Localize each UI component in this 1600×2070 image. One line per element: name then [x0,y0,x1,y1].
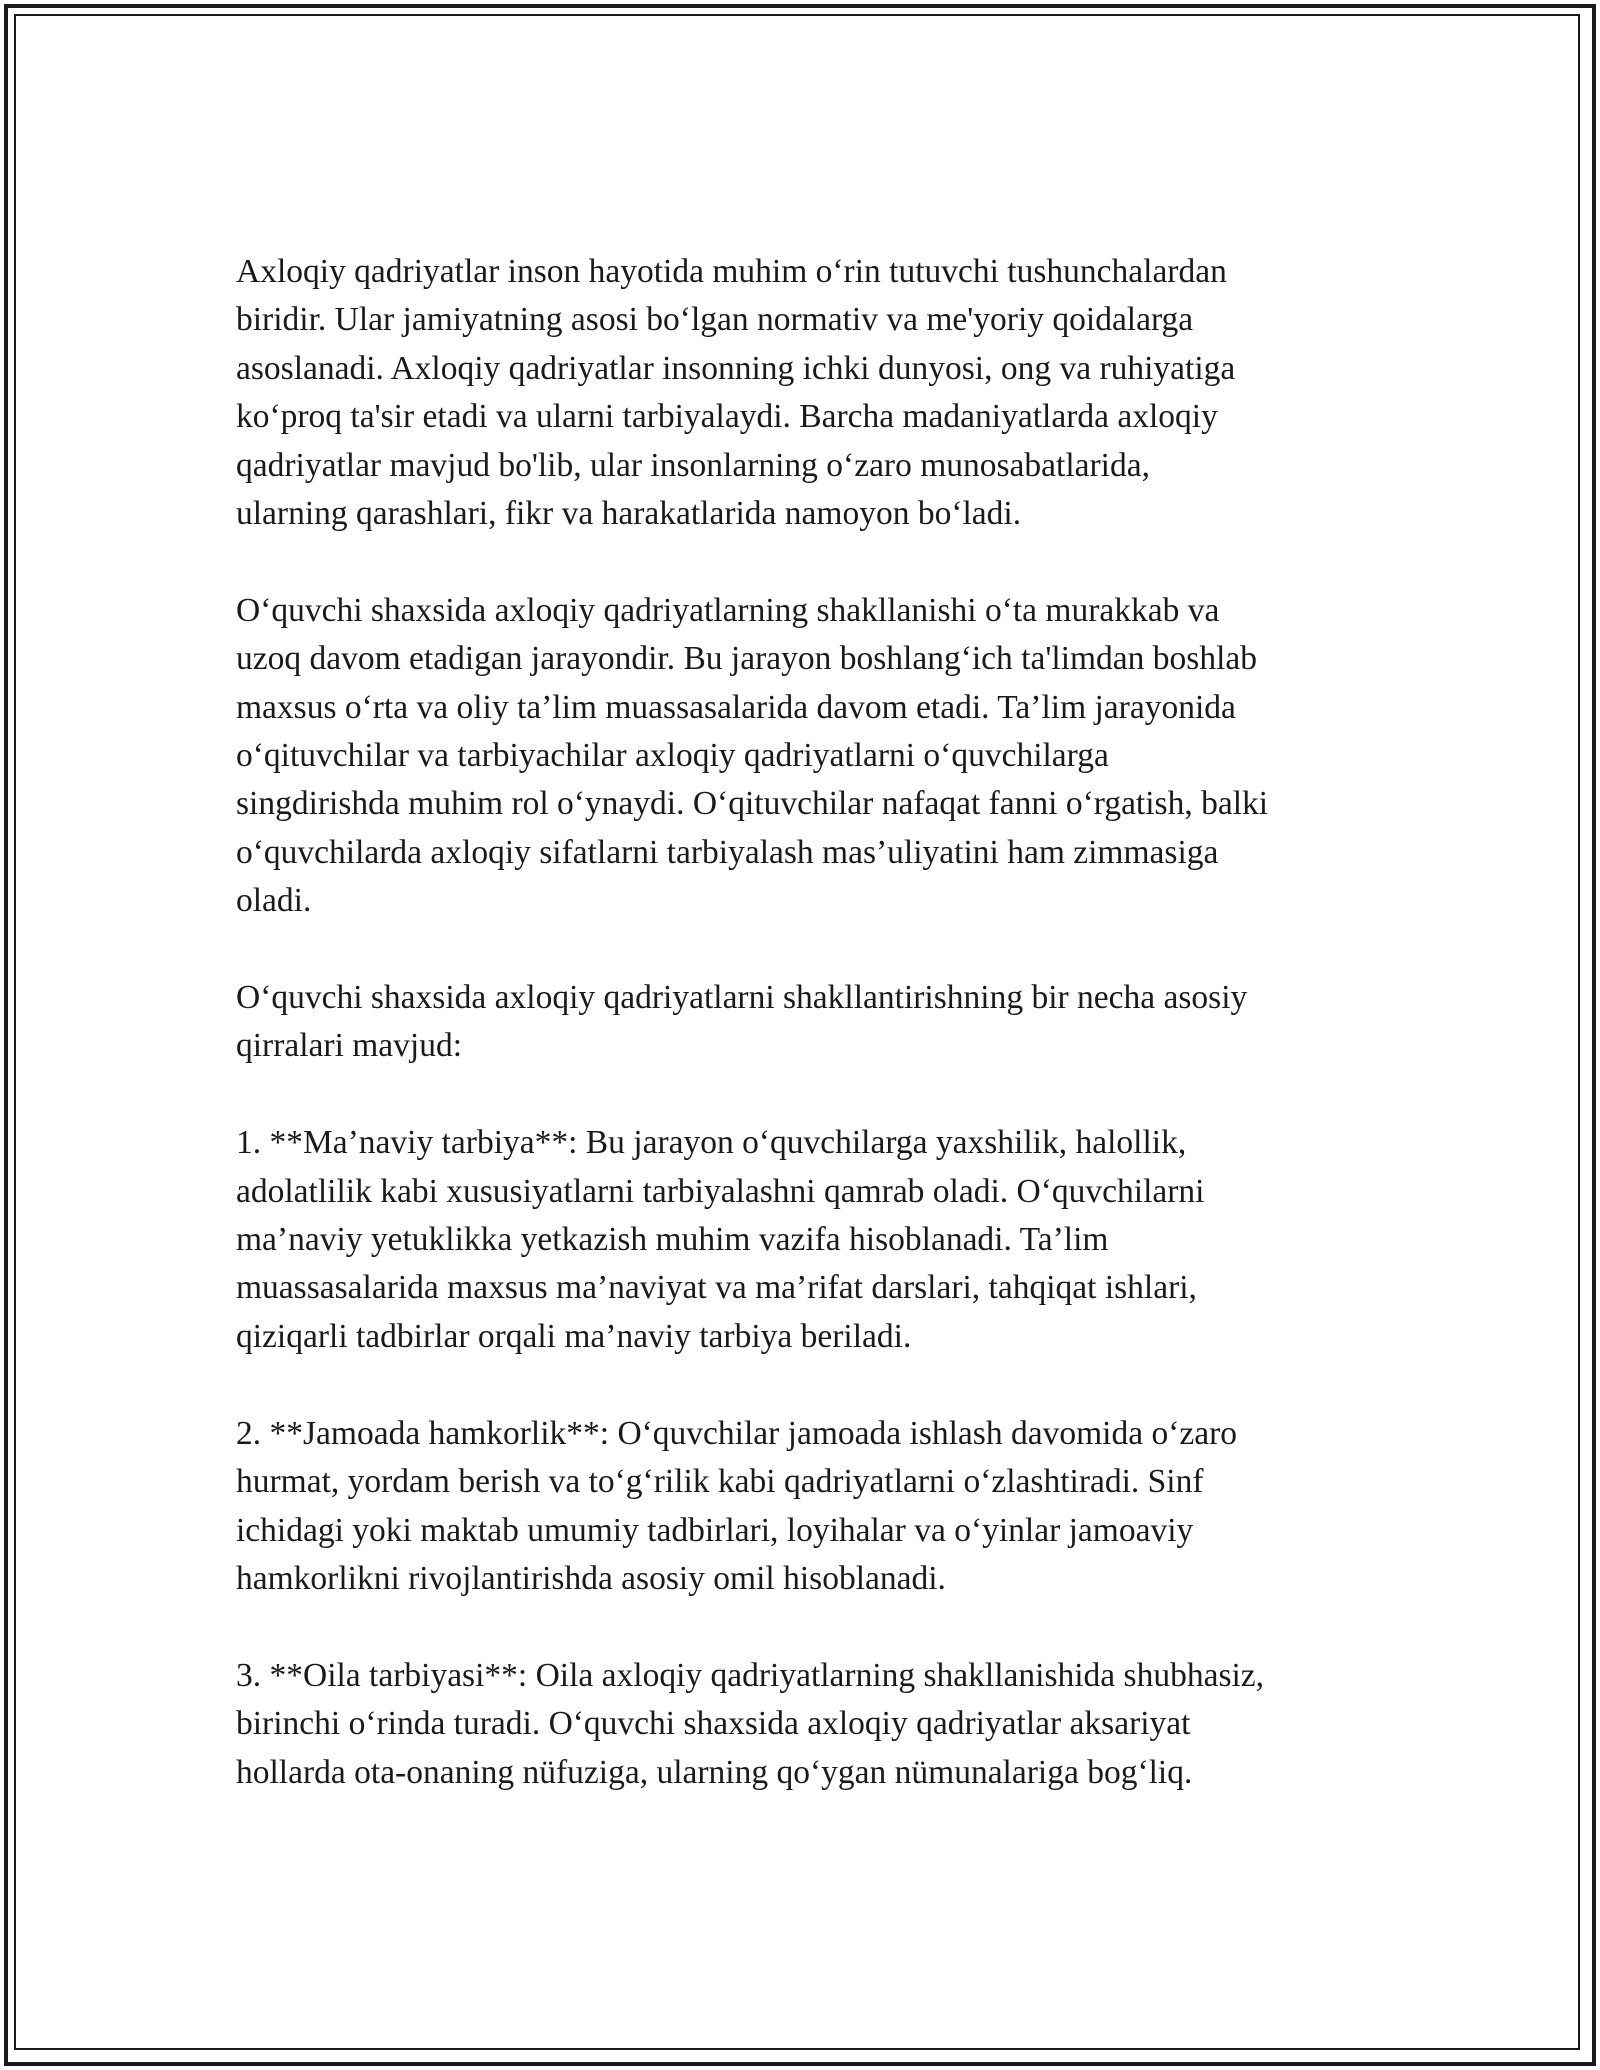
text-line: maxsus o‘rta va oliy ta’lim muassasalarida davom etadi. Ta’lim jarayonida [236,688,1236,726]
list-item-spiritual-education [236,1119,1376,1361]
text-line: qadriyatlar mavjud bo'lib, ular insonlarning o‘zaro munosabatlarida, [236,446,1150,484]
text-line: hurmat, yordam berish va to‘g‘rilik kabi qadriyatlarni o‘zlashtiradi. Sinf [236,1463,1204,1501]
document-body [236,248,1376,1797]
list-item-teamwork [236,1410,1376,1604]
text-line: biridir. Ular jamiyatning asosi bo‘lgan normativ va me'yoriy qoidalarga [236,301,1194,339]
text-line: ma’naviy yetuklikka yetkazish muhim vazifa hisoblanadi. Ta’lim [236,1221,1109,1259]
text-line: o‘quvchilarda axloqiy sifatlarni tarbiyalash mas’uliyatini ham zimmasiga [236,833,1219,871]
text-line: qirralari mavjud: [236,1027,463,1065]
text-line: 2. **Jamoada hamkorlik**: O‘quvchilar jamoada ishlash davomida o‘zaro [236,1414,1237,1452]
text-line: qiziqarli tadbirlar orqali ma’naviy tarbiya beriladi. [236,1317,912,1355]
paragraph-aspects-intro [236,974,1376,1071]
text-line: 3. **Oila tarbiyasi**: Oila axloqiy qadriyatlarning shakllanishida shubhasiz, [236,1656,1265,1694]
text-line: ichidagi yoki maktab umumiy tadbirlari, loyihalar va o‘yinlar jamoaviy [236,1511,1194,1549]
text-line: ko‘proq ta'sir etadi va ularni tarbiyalaydi. Barcha madaniyatlarda axloqiy [236,398,1218,436]
text-line: Axloqiy qadriyatlar inson hayotida muhim o‘rin tutuvchi tushunchalardan [236,253,1227,290]
list-item-family-education [236,1652,1376,1797]
text-line: oladi. [236,882,312,920]
paragraph-formation [236,587,1376,926]
text-line: 1. **Ma’naviy tarbiya**: Bu jarayon o‘quvchilarga yaxshilik, halollik, [236,1124,1187,1162]
text-line: birinchi o‘rinda turadi. O‘quvchi shaxsida axloqiy qadriyatlar aksariyat [236,1705,1191,1743]
text-line: muassasalarida maxsus ma’naviyat va ma’rifat darslari, tahqiqat ishlari, [236,1269,1197,1307]
text-line: uzoq davom etadigan jarayondir. Bu jarayon boshlang‘ich ta'limdan boshlab [236,640,1258,678]
text-line: adolatlilik kabi xususiyatlarni tarbiyalashni qamrab oladi. O‘quvchilarni [236,1172,1205,1210]
text-line: o‘qituvchilar va tarbiyachilar axloqiy qadriyatlarni o‘quvchilarga [236,737,1109,775]
text-line: asoslanadi. Axloqiy qadriyatlar insonning ichki dunyosi, ong va ruhiyatiga [236,349,1236,387]
text-line: hollarda ota-onaning nüfuziga, ularning qo‘ygan nümunalariga bog‘liq. [236,1753,1193,1791]
text-line: singdirishda muhim rol o‘ynaydi. O‘qituvchilar nafaqat fanni o‘rgatish, balki [236,785,1269,823]
text-line: O‘quvchi shaxsida axloqiy qadriyatlarning shakllanishi o‘ta murakkab va [236,591,1220,629]
text-line: ularning qarashlari, fikr va harakatlarida namoyon bo‘ladi. [236,495,1022,533]
text-line: hamkorlikni rivojlantirishda asosiy omil hisoblanadi. [236,1559,946,1597]
paragraph-intro [236,248,1376,538]
text-line: O‘quvchi shaxsida axloqiy qadriyatlarni shakllantirishning bir necha asosiy [236,979,1248,1017]
